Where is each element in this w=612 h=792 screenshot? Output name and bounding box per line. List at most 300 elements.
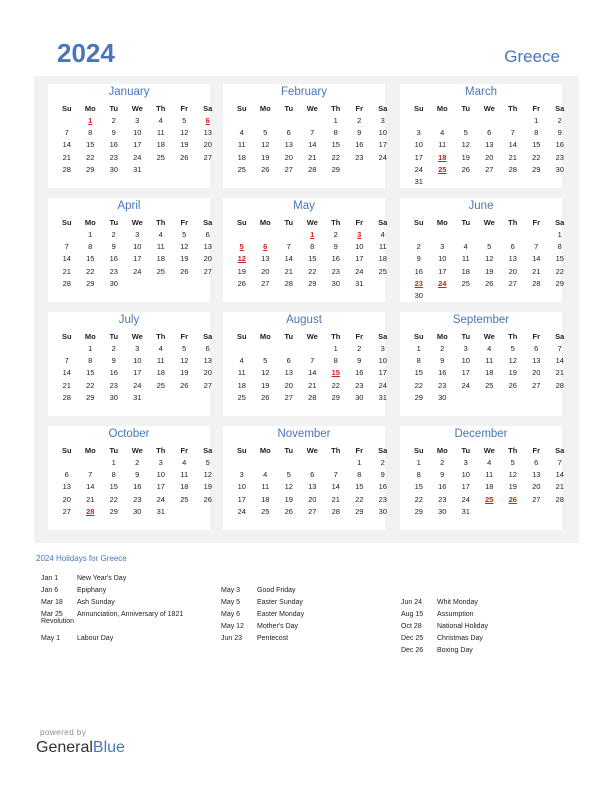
day-cell: 20 (261, 266, 270, 276)
calendar-panel (34, 76, 579, 543)
weekday-header: Sa (378, 446, 388, 455)
day-cell: 2 (111, 344, 116, 353)
day-cell: 5 (487, 242, 492, 252)
day-cell: 16 (109, 254, 118, 264)
day-cell: 7 (64, 128, 69, 138)
weekday-header: We (483, 104, 495, 113)
day-cell: 16 (555, 140, 564, 150)
day-cell: 5 (463, 128, 468, 138)
day-cell: 29 (331, 164, 340, 174)
day-cell: 11 (156, 356, 165, 366)
day-cell: 26 (485, 278, 494, 288)
holiday-item (221, 599, 303, 606)
weekday-header: Mo (84, 446, 96, 455)
day-cell: 23 (438, 380, 447, 390)
day-cell: 2 (380, 458, 385, 467)
day-cell: 3 (158, 458, 163, 467)
weekday-header: Fr (180, 446, 188, 455)
holiday-day-cell: 3 (357, 230, 362, 239)
holiday-name: Annunciation, Anniversary of 1821 Revolution (41, 611, 184, 625)
day-cell: 15 (555, 254, 564, 264)
weekday-header: Su (236, 218, 247, 227)
holiday-item (41, 611, 206, 625)
day-cell: 9 (557, 128, 562, 138)
weekday-header: We (131, 218, 143, 227)
day-cell: 3 (135, 344, 140, 353)
day-cell: 29 (308, 278, 317, 288)
day-cell: 2 (357, 344, 362, 353)
day-cell: 28 (331, 506, 340, 516)
day-cell: 23 (331, 266, 340, 276)
day-cell: 13 (308, 482, 317, 492)
weekday-header: Th (508, 104, 518, 113)
holiday-name: Pentecost (257, 635, 289, 642)
weekday-header: We (131, 332, 143, 341)
day-cell: 24 (461, 380, 470, 390)
holiday-date: Mar 25 (41, 611, 63, 618)
day-cell: 18 (237, 380, 246, 390)
day-cell: 8 (88, 128, 93, 138)
holiday-date: Aug 15 (401, 611, 424, 618)
day-cell: 7 (64, 242, 69, 252)
day-cell: 23 (438, 494, 447, 504)
day-cell: 15 (414, 368, 423, 378)
day-cell: 29 (532, 164, 541, 174)
day-cell: 25 (261, 506, 270, 516)
weekday-header: Tu (284, 332, 294, 341)
day-cell: 2 (333, 230, 338, 239)
day-cell: 7 (557, 458, 562, 467)
day-cell: 14 (62, 254, 71, 264)
weekday-header: Th (156, 218, 166, 227)
day-cell: 28 (62, 392, 71, 402)
day-cell: 21 (508, 152, 517, 162)
day-cell: 16 (378, 482, 387, 492)
holiday-date: May 1 (41, 635, 61, 642)
day-cell: 24 (133, 380, 142, 390)
day-cell: 25 (156, 266, 165, 276)
weekday-header: Sa (203, 218, 213, 227)
day-cell: 20 (203, 140, 212, 150)
day-cell: 20 (62, 494, 71, 504)
day-cell: 20 (203, 368, 212, 378)
holiday-day-cell: 1 (310, 230, 315, 239)
day-cell: 29 (414, 392, 423, 402)
day-cell: 28 (308, 164, 317, 174)
day-cell: 30 (355, 392, 364, 402)
weekday-header: Th (331, 104, 341, 113)
month-name: August (286, 314, 322, 326)
weekday-header: Su (413, 446, 424, 455)
weekday-header: Th (508, 332, 518, 341)
day-cell: 20 (284, 152, 293, 162)
holiday-date: Jan 1 (41, 575, 59, 582)
weekday-header: Tu (461, 104, 471, 113)
day-cell: 27 (485, 164, 494, 174)
weekday-header: Fr (532, 218, 540, 227)
holiday-name: Mother's Day (257, 623, 299, 630)
weekday-header: Fr (180, 104, 188, 113)
day-cell: 6 (534, 458, 539, 467)
day-cell: 14 (331, 482, 340, 492)
day-cell: 15 (86, 368, 95, 378)
day-cell: 10 (378, 128, 387, 138)
day-cell: 26 (284, 506, 293, 516)
day-cell: 16 (414, 266, 423, 276)
holiday-day-cell: 1 (88, 116, 93, 125)
day-cell: 10 (438, 254, 447, 264)
holiday-item (401, 623, 488, 630)
day-cell: 11 (237, 140, 246, 150)
day-cell: 26 (237, 278, 246, 288)
day-cell: 31 (133, 164, 142, 174)
day-cell: 9 (440, 356, 445, 366)
day-cell: 27 (261, 278, 270, 288)
holiday-date: Jan 6 (41, 587, 59, 594)
holiday-item (401, 599, 478, 606)
day-cell: 17 (133, 368, 142, 378)
day-cell: 22 (414, 494, 423, 504)
month-july (48, 312, 213, 416)
day-cell: 1 (333, 116, 338, 125)
day-cell: 31 (461, 506, 470, 516)
day-cell: 16 (355, 140, 364, 150)
day-cell: 29 (109, 506, 118, 516)
holiday-item (41, 635, 113, 642)
month-name: January (108, 86, 150, 98)
day-cell: 2 (440, 344, 445, 353)
day-cell: 17 (438, 266, 447, 276)
day-cell: 21 (555, 482, 564, 492)
day-cell: 16 (331, 254, 340, 264)
weekday-header: Th (331, 218, 341, 227)
holiday-name: Easter Sunday (257, 599, 303, 606)
weekday-header: We (306, 446, 318, 455)
month-october (48, 426, 213, 530)
day-cell: 3 (380, 344, 385, 353)
holiday-date: Dec 26 (401, 647, 424, 654)
day-cell: 28 (62, 278, 71, 288)
day-cell: 10 (461, 470, 470, 480)
month-november (223, 426, 388, 530)
day-cell: 1 (416, 344, 421, 353)
weekday-header: We (306, 104, 318, 113)
day-cell: 3 (463, 458, 468, 467)
day-cell: 14 (62, 140, 71, 150)
day-cell: 9 (111, 356, 116, 366)
holiday-day-cell: 24 (438, 278, 447, 288)
day-cell: 3 (380, 116, 385, 125)
weekday-header: Sa (555, 218, 565, 227)
day-cell: 12 (180, 128, 189, 138)
day-cell: 22 (86, 266, 95, 276)
day-cell: 12 (203, 470, 212, 480)
day-cell: 14 (508, 140, 517, 150)
holiday-name: Epiphany (77, 587, 107, 594)
holiday-item (221, 635, 288, 642)
day-cell: 19 (508, 368, 517, 378)
day-cell: 18 (156, 254, 165, 264)
day-cell: 5 (182, 344, 187, 353)
day-cell: 6 (487, 128, 492, 138)
holiday-day-cell: 6 (205, 116, 210, 125)
day-cell: 30 (331, 278, 340, 288)
day-cell: 5 (263, 128, 268, 138)
weekday-header: We (131, 446, 143, 455)
day-cell: 29 (414, 506, 423, 516)
weekday-header: Su (61, 104, 72, 113)
day-cell: 28 (284, 278, 293, 288)
day-cell: 10 (237, 482, 246, 492)
day-cell: 29 (555, 278, 564, 288)
weekday-header: We (483, 446, 495, 455)
day-cell: 1 (111, 458, 116, 467)
day-cell: 13 (203, 356, 212, 366)
day-cell: 11 (378, 242, 387, 252)
weekday-header: Sa (203, 104, 213, 113)
day-cell: 27 (532, 494, 541, 504)
day-cell: 6 (286, 356, 291, 366)
holiday-date: May 3 (221, 587, 241, 594)
day-cell: 13 (203, 242, 212, 252)
day-cell: 10 (156, 470, 165, 480)
day-cell: 16 (438, 368, 447, 378)
day-cell: 18 (485, 368, 494, 378)
day-cell: 30 (555, 164, 564, 174)
weekday-header: Fr (532, 332, 540, 341)
holiday-name: Assumption (437, 611, 474, 618)
day-cell: 1 (557, 230, 562, 239)
day-cell: 13 (261, 254, 270, 264)
day-cell: 2 (440, 458, 445, 467)
day-cell: 26 (461, 164, 470, 174)
holiday-day-cell: 26 (508, 494, 517, 504)
day-cell: 11 (461, 254, 470, 264)
day-cell: 13 (532, 356, 541, 366)
weekday-header: Th (156, 104, 166, 113)
day-cell: 12 (180, 242, 189, 252)
day-cell: 6 (534, 344, 539, 353)
day-cell: 4 (158, 116, 163, 125)
day-cell: 6 (205, 344, 210, 353)
day-cell: 26 (180, 380, 189, 390)
weekday-header: Mo (436, 104, 448, 113)
day-cell: 13 (284, 140, 293, 150)
day-cell: 3 (135, 230, 140, 239)
day-cell: 22 (308, 266, 317, 276)
day-cell: 29 (331, 392, 340, 402)
day-cell: 21 (308, 380, 317, 390)
holiday-day-cell: 25 (438, 164, 447, 174)
day-cell: 21 (555, 368, 564, 378)
day-cell: 18 (461, 266, 470, 276)
day-cell: 10 (133, 128, 142, 138)
day-cell: 5 (182, 230, 187, 239)
month-june (400, 198, 565, 302)
day-cell: 28 (555, 494, 564, 504)
weekday-header: Su (61, 332, 72, 341)
day-cell: 29 (355, 506, 364, 516)
day-cell: 31 (378, 392, 387, 402)
day-cell: 25 (156, 152, 165, 162)
day-cell: 4 (463, 242, 468, 252)
weekday-header: Mo (436, 332, 448, 341)
day-cell: 11 (261, 482, 270, 492)
day-cell: 12 (261, 368, 270, 378)
day-cell: 7 (557, 344, 562, 353)
day-cell: 13 (485, 140, 494, 150)
weekday-header: We (306, 332, 318, 341)
day-cell: 17 (414, 152, 423, 162)
day-cell: 9 (135, 470, 140, 480)
day-cell: 5 (263, 356, 268, 366)
day-cell: 1 (357, 458, 362, 467)
day-cell: 4 (263, 470, 268, 480)
day-cell: 12 (508, 470, 517, 480)
day-cell: 24 (133, 266, 142, 276)
weekday-header: Tu (109, 104, 119, 113)
month-name: December (454, 428, 508, 440)
day-cell: 23 (355, 152, 364, 162)
weekday-header: Su (413, 104, 424, 113)
day-cell: 27 (203, 152, 212, 162)
day-cell: 18 (156, 368, 165, 378)
day-cell: 22 (86, 380, 95, 390)
day-cell: 22 (355, 494, 364, 504)
weekday-header: Mo (259, 332, 271, 341)
weekday-header: Su (236, 332, 247, 341)
day-cell: 22 (555, 266, 564, 276)
day-cell: 9 (380, 470, 385, 480)
holiday-item (221, 611, 304, 618)
day-cell: 12 (461, 140, 470, 150)
day-cell: 22 (414, 380, 423, 390)
day-cell: 4 (487, 344, 492, 353)
day-cell: 24 (133, 152, 142, 162)
weekday-header: Fr (355, 104, 363, 113)
generalblue-logo[interactable] (36, 739, 125, 757)
day-cell: 16 (355, 368, 364, 378)
day-cell: 30 (414, 291, 423, 300)
month-september (400, 312, 565, 416)
day-cell: 17 (355, 254, 364, 264)
day-cell: 8 (111, 470, 116, 480)
weekday-header: Th (508, 218, 518, 227)
day-cell: 10 (378, 356, 387, 366)
day-cell: 8 (310, 242, 315, 252)
day-cell: 10 (133, 242, 142, 252)
weekday-header: Su (413, 218, 424, 227)
day-cell: 8 (534, 128, 539, 138)
day-cell: 11 (485, 356, 494, 366)
weekday-header: Tu (109, 332, 119, 341)
day-cell: 10 (355, 242, 364, 252)
day-cell: 11 (156, 128, 165, 138)
day-cell: 16 (133, 482, 142, 492)
day-cell: 19 (180, 254, 189, 264)
day-cell: 31 (156, 506, 165, 516)
weekday-header: Tu (284, 104, 294, 113)
holiday-name: New Year's Day (77, 575, 127, 582)
weekday-header: Mo (259, 104, 271, 113)
holiday-date: Oct 28 (401, 623, 422, 630)
day-cell: 19 (461, 152, 470, 162)
weekday-header: Th (156, 446, 166, 455)
holiday-day-cell: 25 (485, 494, 494, 504)
day-cell: 31 (414, 177, 423, 186)
month-march (400, 84, 565, 188)
weekday-header: Fr (355, 218, 363, 227)
month-april (48, 198, 213, 302)
day-cell: 3 (416, 128, 421, 138)
weekday-header: Th (156, 332, 166, 341)
day-cell: 4 (158, 230, 163, 239)
day-cell: 23 (109, 266, 118, 276)
day-cell: 2 (557, 116, 562, 125)
weekday-header: Sa (555, 104, 565, 113)
day-cell: 18 (485, 482, 494, 492)
holiday-name: National Holiday (437, 623, 488, 630)
day-cell: 6 (64, 470, 69, 480)
weekday-header: Tu (284, 446, 294, 455)
day-cell: 1 (416, 458, 421, 467)
day-cell: 26 (508, 380, 517, 390)
day-cell: 24 (237, 506, 246, 516)
day-cell: 30 (438, 506, 447, 516)
day-cell: 8 (88, 356, 93, 366)
day-cell: 11 (180, 470, 189, 480)
day-cell: 5 (205, 458, 210, 467)
day-cell: 8 (416, 356, 421, 366)
day-cell: 9 (416, 254, 421, 264)
holiday-item (401, 647, 473, 654)
day-cell: 14 (555, 356, 564, 366)
weekday-header: Sa (203, 446, 213, 455)
day-cell: 26 (203, 494, 212, 504)
day-cell: 27 (203, 380, 212, 390)
day-cell: 28 (508, 164, 517, 174)
day-cell: 14 (62, 368, 71, 378)
day-cell: 9 (111, 242, 116, 252)
day-cell: 1 (88, 344, 93, 353)
day-cell: 24 (378, 152, 387, 162)
holiday-day-cell: 12 (237, 254, 246, 264)
day-cell: 25 (237, 392, 246, 402)
day-cell: 30 (109, 392, 118, 402)
weekday-header: Th (508, 446, 518, 455)
day-cell: 8 (88, 242, 93, 252)
day-cell: 19 (261, 152, 270, 162)
day-cell: 6 (510, 242, 515, 252)
day-cell: 7 (310, 356, 315, 366)
day-cell: 18 (156, 140, 165, 150)
day-cell: 22 (86, 152, 95, 162)
day-cell: 8 (557, 242, 562, 252)
day-cell: 24 (461, 494, 470, 504)
day-cell: 19 (180, 368, 189, 378)
day-cell: 30 (438, 392, 447, 402)
weekday-header: Fr (532, 446, 540, 455)
day-cell: 24 (414, 164, 423, 174)
country-title: Greece (504, 47, 560, 66)
month-may (223, 198, 388, 302)
day-cell: 6 (286, 128, 291, 138)
day-cell: 17 (461, 482, 470, 492)
weekday-header: Su (236, 446, 247, 455)
day-cell: 17 (133, 140, 142, 150)
brand-part2: Blue (92, 739, 125, 756)
day-cell: 17 (156, 482, 165, 492)
